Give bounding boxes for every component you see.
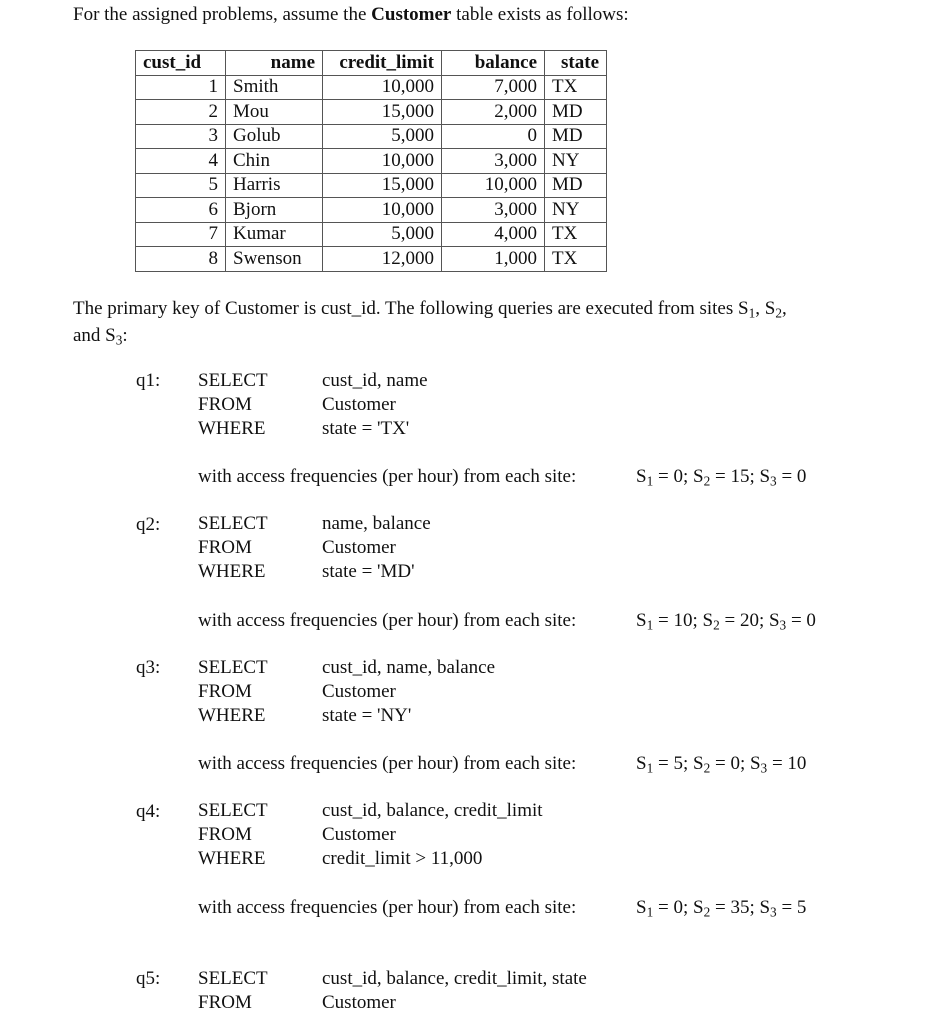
table-row <box>136 222 607 247</box>
separator: ; <box>682 466 693 487</box>
where-condition: credit_limit > 11,000 <box>322 848 483 869</box>
site-letter: S <box>692 897 704 918</box>
freq-s3: 0 <box>796 466 807 487</box>
freq-s2: 20 <box>739 610 759 631</box>
query-label: q4: <box>136 801 161 822</box>
select-columns: cust_id, name <box>322 370 428 391</box>
from-keyword: FROM <box>198 824 252 845</box>
select-keyword: SELECT <box>198 968 268 989</box>
cell-name: Mou <box>226 100 323 125</box>
site-sub: 1 <box>646 617 654 633</box>
select-keyword: SELECT <box>198 513 268 534</box>
col-header-state: state <box>545 51 607 76</box>
para-line1-end: , <box>781 298 787 319</box>
freq-s1: 5 <box>673 753 683 774</box>
site-sub: 1 <box>646 904 654 920</box>
site-letter: S <box>636 897 647 918</box>
cell-credit-limit: 15,000 <box>323 173 442 198</box>
paragraph-line-2 <box>73 324 893 351</box>
select-columns: cust_id, name, balance <box>322 657 496 678</box>
separator: ; <box>682 897 693 918</box>
col-header-cust-id: cust_id <box>136 51 226 76</box>
cell-credit-limit: 15,000 <box>323 100 442 125</box>
table-row <box>136 247 607 272</box>
where-condition: state = 'TX' <box>322 418 410 439</box>
site-letter: S <box>768 610 780 631</box>
cell-cust-id: 8 <box>136 247 226 272</box>
cell-balance: 10,000 <box>442 173 545 198</box>
table-row <box>136 198 607 223</box>
access-frequency-values <box>636 753 806 776</box>
cell-cust-id: 6 <box>136 198 226 223</box>
where-condition: state = 'MD' <box>322 561 415 582</box>
cell-balance: 4,000 <box>442 222 545 247</box>
separator: ; <box>692 610 703 631</box>
table-header-row <box>136 51 607 76</box>
from-table: Customer <box>322 681 396 702</box>
col-header-credit-limit: credit_limit <box>323 51 442 76</box>
site-sub: 3 <box>770 904 777 920</box>
separator: ; <box>682 753 693 774</box>
para-sub-2: 2 <box>775 305 782 321</box>
query-arguments <box>322 656 495 728</box>
query-keywords <box>198 799 268 871</box>
equals: = <box>776 897 797 918</box>
intro-sentence <box>73 4 629 26</box>
cell-balance: 3,000 <box>442 198 545 223</box>
separator: ; <box>749 466 760 487</box>
where-keyword: WHERE <box>198 418 266 439</box>
equals: = <box>653 610 674 631</box>
cell-cust-id: 1 <box>136 75 226 100</box>
equals: = <box>710 753 731 774</box>
select-columns: cust_id, balance, credit_limit, state <box>322 968 587 989</box>
equals: = <box>719 610 740 631</box>
freq-s3: 0 <box>806 610 816 631</box>
cell-credit-limit: 10,000 <box>323 198 442 223</box>
cell-name: Smith <box>226 75 323 100</box>
site-sub: 2 <box>703 473 711 489</box>
equals: = <box>786 610 807 631</box>
equals: = <box>710 466 731 487</box>
para-line1-mid: , S <box>755 298 776 319</box>
equals: = <box>767 753 788 774</box>
freq-s1: 10 <box>673 610 693 631</box>
query-keywords <box>198 967 268 1015</box>
cell-state: MD <box>545 173 607 198</box>
from-table: Customer <box>322 824 396 845</box>
from-table: Customer <box>322 992 396 1013</box>
para-line2-text: and S <box>73 325 116 347</box>
select-keyword: SELECT <box>198 370 268 391</box>
query-keywords <box>198 369 268 441</box>
col-header-name: name <box>226 51 323 76</box>
equals: = <box>653 466 674 487</box>
cell-balance: 2,000 <box>442 100 545 125</box>
freq-s2: 35 <box>730 897 750 918</box>
intro-bold-table-name: Customer <box>371 4 452 25</box>
site-sub: 1 <box>646 473 654 489</box>
query-keywords <box>198 512 268 584</box>
freq-s3: 10 <box>787 753 807 774</box>
select-keyword: SELECT <box>198 800 268 821</box>
cell-state: TX <box>545 75 607 100</box>
table-row <box>136 124 607 149</box>
cell-credit-limit: 10,000 <box>323 149 442 174</box>
freq-s2: 0 <box>730 753 740 774</box>
freq-s1: 0 <box>673 466 683 487</box>
site-letter: S <box>759 466 771 487</box>
select-columns: cust_id, balance, credit_limit <box>322 800 543 821</box>
access-frequency-values <box>636 466 806 489</box>
para-sub-1: 1 <box>748 305 756 321</box>
from-keyword: FROM <box>198 394 252 415</box>
equals: = <box>653 753 674 774</box>
separator: ; <box>758 610 769 631</box>
intro-text-after: table exists as follows: <box>451 4 629 25</box>
access-frequency-values <box>636 897 806 920</box>
primary-key-paragraph <box>73 297 893 352</box>
cell-name: Bjorn <box>226 198 323 223</box>
query-arguments <box>322 967 587 1015</box>
where-keyword: WHERE <box>198 705 266 726</box>
site-sub: 1 <box>646 760 654 776</box>
query-arguments <box>322 369 428 441</box>
col-header-balance: balance <box>442 51 545 76</box>
paragraph-line-1 <box>73 297 893 324</box>
cell-state: NY <box>545 149 607 174</box>
site-sub: 2 <box>713 617 720 633</box>
cell-credit-limit: 5,000 <box>323 222 442 247</box>
cell-credit-limit: 10,000 <box>323 75 442 100</box>
freq-s3: 5 <box>796 897 807 918</box>
equals: = <box>710 897 731 918</box>
query-label: q3: <box>136 657 161 678</box>
query-label: q1: <box>136 370 161 391</box>
freq-s2: 15 <box>730 466 750 487</box>
para-line1-text: The primary key of Customer is cust_id. The following queries are executed from sites S <box>73 298 749 319</box>
site-letter: S <box>692 753 704 774</box>
cell-name: Kumar <box>226 222 323 247</box>
query-arguments <box>322 799 543 871</box>
from-keyword: FROM <box>198 681 252 702</box>
where-keyword: WHERE <box>198 848 266 869</box>
from-keyword: FROM <box>198 537 252 558</box>
cell-state: MD <box>545 100 607 125</box>
para-line2-end: : <box>122 325 128 347</box>
site-letter: S <box>636 753 647 774</box>
cell-state: MD <box>545 124 607 149</box>
access-frequency-label: with access frequencies (per hour) from each site: <box>198 897 577 918</box>
cell-balance: 0 <box>442 124 545 149</box>
cell-state: NY <box>545 198 607 223</box>
site-letter: S <box>636 466 647 487</box>
cell-balance: 3,000 <box>442 149 545 174</box>
table-row <box>136 75 607 100</box>
site-sub: 3 <box>760 760 768 776</box>
intro-text-before: For the assigned problems, assume the <box>73 4 372 25</box>
site-letter: S <box>636 610 647 631</box>
from-keyword: FROM <box>198 992 252 1013</box>
site-letter: S <box>759 897 771 918</box>
para-sub-3: 3 <box>115 332 123 348</box>
cell-balance: 7,000 <box>442 75 545 100</box>
query-label: q5: <box>136 968 161 989</box>
customer-table <box>135 50 607 272</box>
cell-name: Chin <box>226 149 323 174</box>
cell-balance: 1,000 <box>442 247 545 272</box>
access-frequency-label: with access frequencies (per hour) from each site: <box>198 753 577 774</box>
table-row <box>136 149 607 174</box>
access-frequency-values <box>636 610 816 633</box>
separator: ; <box>749 897 760 918</box>
from-table: Customer <box>322 537 396 558</box>
where-keyword: WHERE <box>198 561 266 582</box>
freq-s1: 0 <box>673 897 683 918</box>
query-arguments <box>322 512 431 584</box>
cell-state: TX <box>545 222 607 247</box>
site-letter: S <box>749 753 761 774</box>
table-row <box>136 100 607 125</box>
cell-cust-id: 2 <box>136 100 226 125</box>
site-sub: 2 <box>703 760 711 776</box>
table-row <box>136 173 607 198</box>
cell-cust-id: 7 <box>136 222 226 247</box>
select-keyword: SELECT <box>198 657 268 678</box>
cell-name: Harris <box>226 173 323 198</box>
site-sub: 2 <box>703 904 711 920</box>
site-sub: 3 <box>770 473 777 489</box>
site-letter: S <box>692 466 704 487</box>
equals: = <box>776 466 797 487</box>
equals: = <box>653 897 674 918</box>
cell-cust-id: 3 <box>136 124 226 149</box>
cell-cust-id: 5 <box>136 173 226 198</box>
access-frequency-label: with access frequencies (per hour) from each site: <box>198 610 577 631</box>
cell-state: TX <box>545 247 607 272</box>
from-table: Customer <box>322 394 396 415</box>
cell-name: Golub <box>226 124 323 149</box>
separator: ; <box>739 753 750 774</box>
query-label: q2: <box>136 514 161 535</box>
cell-credit-limit: 5,000 <box>323 124 442 149</box>
cell-credit-limit: 12,000 <box>323 247 442 272</box>
site-letter: S <box>702 610 714 631</box>
cell-cust-id: 4 <box>136 149 226 174</box>
query-keywords <box>198 656 268 728</box>
access-frequency-label: with access frequencies (per hour) from each site: <box>198 466 577 487</box>
where-condition: state = 'NY' <box>322 705 412 726</box>
site-sub: 3 <box>779 617 787 633</box>
cell-name: Swenson <box>226 247 323 272</box>
select-columns: name, balance <box>322 513 431 534</box>
